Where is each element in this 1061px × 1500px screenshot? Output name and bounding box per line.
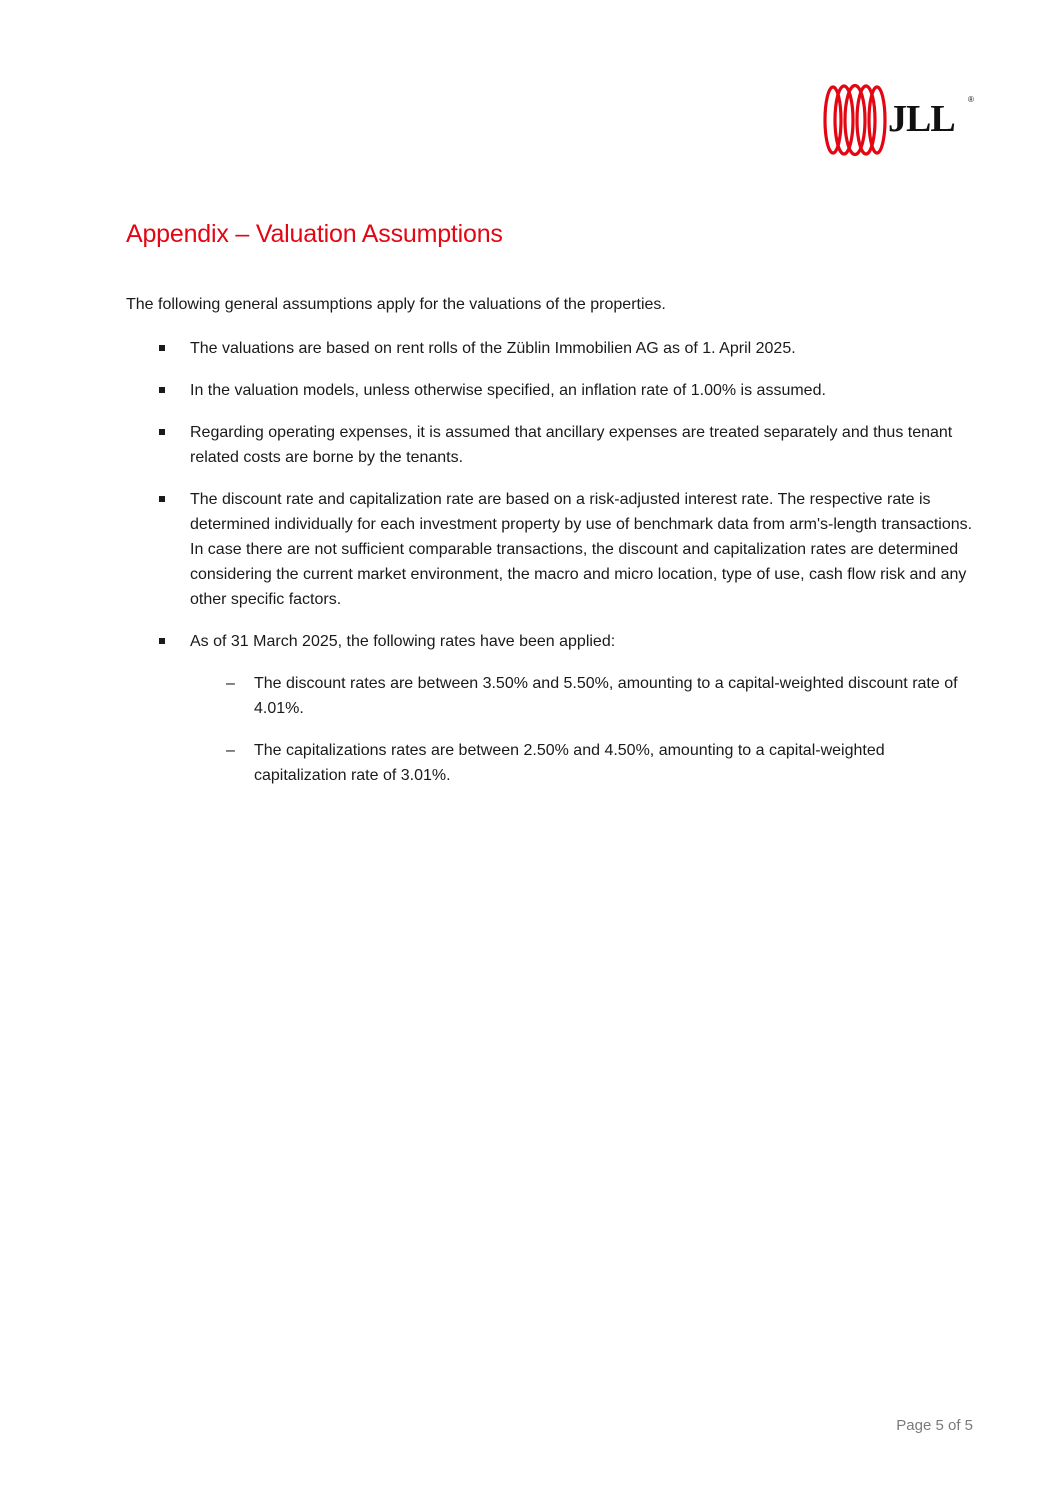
list-item-text: Regarding operating expenses, it is assumed that ancillary expenses are treated separately and thus tenant related costs are borne by the tenants. [190,424,953,466]
square-bullet-icon [159,429,165,435]
intro-paragraph: The following general assumptions apply for the valuations of the properties. [126,296,666,313]
square-bullet-icon [159,345,165,351]
list-item [126,420,976,470]
list-item [126,336,976,361]
jll-wordmark: JLL [888,98,955,140]
list-item-text: The discount rate and capitalization rate are based on a risk-adjusted interest rate. The respective rate is determined individually for each investment property by use of benchmark data from arm's-length transactions. In case there are not sufficient comparable transactions, the discount and capitalization rates are determined considering the current market environment, the macro and micro location, type of use, cash flow risk and any other specific factors. [190,491,973,608]
sublist-item [190,738,976,788]
square-bullet-icon [159,638,165,644]
square-bullet-icon [159,496,165,502]
square-bullet-icon [159,387,165,393]
list-item-text: The valuations are based on rent rolls of the Züblin Immobilien AG as of 1. April 2025. [190,340,796,357]
sublist-item-text: The capitalizations rates are between 2.50% and 4.50%, amounting to a capital-weighted capitalization rate of 3.01%. [254,742,885,784]
list-item [126,629,976,788]
rates-sublist [190,671,976,788]
sublist-item-text: The discount rates are between 3.50% and 5.50%, amounting to a capital-weighted discount rate of 4.01%. [254,675,958,717]
jll-logo [822,84,978,156]
page-number: Page 5 of 5 [896,1417,973,1434]
jll-helix-icon [822,84,888,156]
dash-bullet: – [226,742,235,759]
list-item [126,378,976,403]
list-item-text: As of 31 March 2025, the following rates have been applied: [190,633,616,650]
page-title: Appendix – Valuation Assumptions [126,220,503,248]
registered-mark: ® [968,95,974,104]
sublist-item [190,671,976,721]
list-item [126,487,976,612]
dash-bullet: – [226,675,235,692]
assumptions-list [126,336,976,805]
list-item-text: In the valuation models, unless otherwise specified, an inflation rate of 1.00% is assumed. [190,382,826,399]
